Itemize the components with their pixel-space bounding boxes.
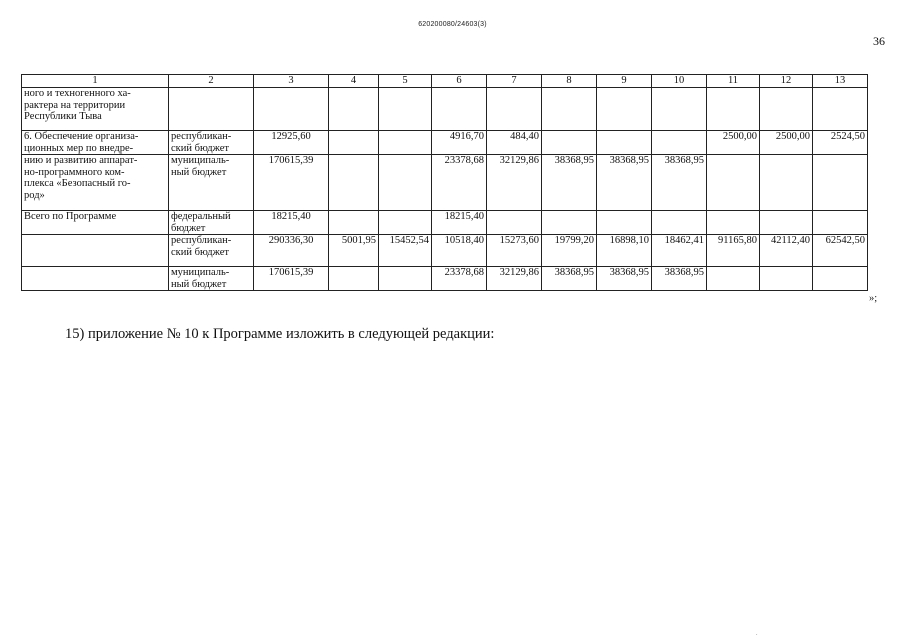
- amount-cell: [379, 267, 432, 291]
- column-header: 1: [22, 75, 169, 88]
- amount-cell: [813, 88, 868, 131]
- amount-cell: 170615,39: [254, 155, 329, 211]
- amount-cell: [329, 88, 379, 131]
- amount-cell: [652, 131, 707, 155]
- funding-source-cell: федеральный бюджет: [169, 211, 254, 235]
- table-row: [22, 131, 868, 155]
- program-item-cell: [22, 267, 169, 291]
- amount-cell: [707, 155, 760, 211]
- corner-mark: .: [756, 631, 758, 637]
- amount-cell: [652, 211, 707, 235]
- amount-cell: [542, 131, 597, 155]
- column-header: 9: [597, 75, 652, 88]
- program-item-cell: ного и техногенного ха- рактера на территории Республики Тыва: [22, 88, 169, 131]
- amount-cell: [597, 88, 652, 131]
- amount-cell: [329, 267, 379, 291]
- table-row: [22, 267, 868, 291]
- amount-cell: [707, 267, 760, 291]
- amount-cell: 10518,40: [432, 235, 487, 267]
- amendment-paragraph: 15) приложение № 10 к Программе изложить в следующей редакции:: [65, 326, 495, 342]
- amount-cell: 2500,00: [707, 131, 760, 155]
- column-header: 13: [813, 75, 868, 88]
- amount-cell: [487, 211, 542, 235]
- page-number: 36: [873, 34, 885, 48]
- amount-cell: 62542,50: [813, 235, 868, 267]
- amount-cell: 2500,00: [760, 131, 813, 155]
- funding-source-cell: республикан- ский бюджет: [169, 235, 254, 267]
- amount-cell: 38368,95: [652, 155, 707, 211]
- amount-cell: [329, 211, 379, 235]
- budget-table: [21, 74, 868, 291]
- table-row: [22, 235, 868, 267]
- column-header: 2: [169, 75, 254, 88]
- amount-cell: 23378,68: [432, 155, 487, 211]
- amount-cell: [597, 131, 652, 155]
- amount-cell: [813, 267, 868, 291]
- column-header: 12: [760, 75, 813, 88]
- amount-cell: 16898,10: [597, 235, 652, 267]
- amount-cell: 38368,95: [652, 267, 707, 291]
- amount-cell: 15452,54: [379, 235, 432, 267]
- column-header: 6: [432, 75, 487, 88]
- amount-cell: [760, 267, 813, 291]
- funding-source-cell: [169, 88, 254, 131]
- amount-cell: 4916,70: [432, 131, 487, 155]
- amount-cell: 12925,60: [254, 131, 329, 155]
- amount-cell: [329, 155, 379, 211]
- amount-cell: [707, 88, 760, 131]
- amount-cell: 32129,86: [487, 267, 542, 291]
- amount-cell: [597, 211, 652, 235]
- column-header: 5: [379, 75, 432, 88]
- amount-cell: 38368,95: [597, 155, 652, 211]
- table-header-row: [22, 75, 868, 88]
- amount-cell: [652, 88, 707, 131]
- program-item-cell: 6. Обеспечение организа- ционных мер по внедре-: [22, 131, 169, 155]
- amount-cell: [379, 88, 432, 131]
- amount-cell: 18215,40: [432, 211, 487, 235]
- amount-cell: 23378,68: [432, 267, 487, 291]
- amount-cell: [379, 155, 432, 211]
- program-item-cell: Всего по Программе: [22, 211, 169, 235]
- column-header: 10: [652, 75, 707, 88]
- amount-cell: [707, 211, 760, 235]
- amount-cell: 5001,95: [329, 235, 379, 267]
- column-header: 8: [542, 75, 597, 88]
- amount-cell: [379, 131, 432, 155]
- amount-cell: [760, 211, 813, 235]
- amount-cell: [813, 211, 868, 235]
- amount-cell: 484,40: [487, 131, 542, 155]
- column-header: 7: [487, 75, 542, 88]
- amount-cell: [329, 131, 379, 155]
- amount-cell: 2524,50: [813, 131, 868, 155]
- amount-cell: [760, 88, 813, 131]
- document-id: 620200080/24603(3): [418, 21, 487, 28]
- amount-cell: [379, 211, 432, 235]
- amount-cell: 18215,40: [254, 211, 329, 235]
- funding-source-cell: муниципаль- ный бюджет: [169, 267, 254, 291]
- program-item-cell: [22, 235, 169, 267]
- column-header: 4: [329, 75, 379, 88]
- amount-cell: 170615,39: [254, 267, 329, 291]
- amount-cell: [542, 211, 597, 235]
- column-header: 11: [707, 75, 760, 88]
- program-item-cell: нию и развитию аппарат- но-программного ком- плекса «Безопасный го- род»: [22, 155, 169, 211]
- funding-source-cell: республикан- ский бюджет: [169, 131, 254, 155]
- amount-cell: 18462,41: [652, 235, 707, 267]
- amount-cell: [813, 155, 868, 211]
- funding-source-cell: муниципаль- ный бюджет: [169, 155, 254, 211]
- table-row: [22, 155, 868, 211]
- amount-cell: 38368,95: [597, 267, 652, 291]
- amount-cell: 42112,40: [760, 235, 813, 267]
- amount-cell: 32129,86: [487, 155, 542, 211]
- amount-cell: 38368,95: [542, 155, 597, 211]
- amount-cell: [487, 88, 542, 131]
- amount-cell: 91165,80: [707, 235, 760, 267]
- table-row: [22, 88, 868, 131]
- amount-cell: [542, 88, 597, 131]
- amount-cell: [254, 88, 329, 131]
- amount-cell: 38368,95: [542, 267, 597, 291]
- amount-cell: 15273,60: [487, 235, 542, 267]
- amount-cell: [760, 155, 813, 211]
- table-body: [22, 88, 868, 291]
- column-header: 3: [254, 75, 329, 88]
- amount-cell: [432, 88, 487, 131]
- amount-cell: 290336,30: [254, 235, 329, 267]
- table-row: [22, 211, 868, 235]
- amount-cell: 19799,20: [542, 235, 597, 267]
- closing-quote: »;: [869, 293, 878, 304]
